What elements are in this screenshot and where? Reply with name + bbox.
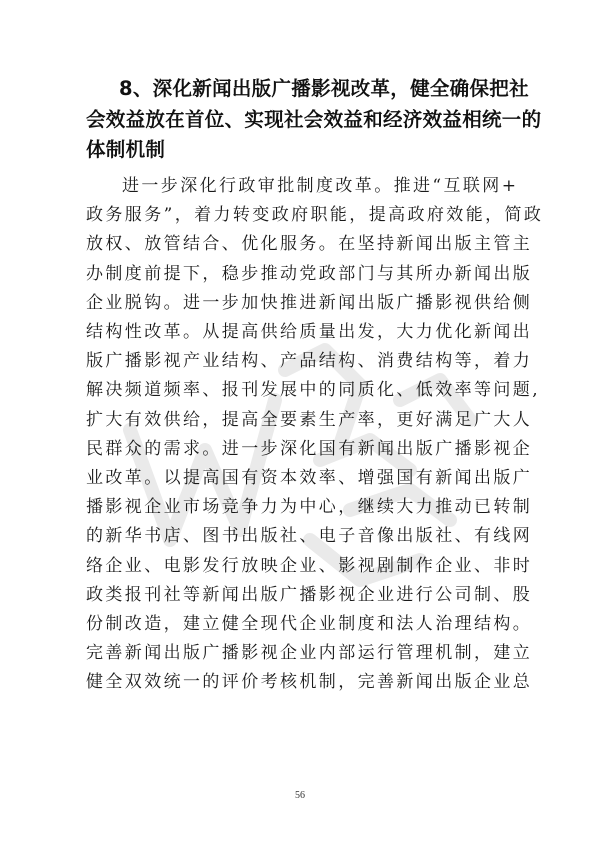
body-line: 民群众的需求。进一步深化国有新闻出版广播影视企 <box>86 438 533 459</box>
body-line: 完善新闻出版广播影视企业内部运行管理机制，建立 <box>86 643 533 664</box>
heading-line: 体制机制 <box>86 138 166 161</box>
body-line: 企业脱钩。进一步加快推进新闻出版广播影视供给侧 <box>86 292 533 313</box>
body-line: 业改革。以提高国有资本效率、增强国有新闻出版广 <box>86 468 533 489</box>
body-line: 络企业、电影发行放映企业、影视剧制作企业、非时 <box>86 555 533 576</box>
section-heading <box>86 74 542 166</box>
body-paragraph <box>86 172 544 698</box>
heading-line: 8、深化新闻出版广播影视改革，健全确保把社 <box>119 77 529 100</box>
body-line: 的新华书店、图书出版社、电子音像出版社、有线网 <box>86 526 533 547</box>
body-line: 放权、放管结合、优化服务。在坚持新闻出版主管主 <box>86 234 533 255</box>
body-line: 结构性改革。从提高供给质量出发，大力优化新闻出 <box>86 322 533 343</box>
body-line: 办制度前提下，稳步推动党政部门与其所办新闻出版 <box>86 263 533 284</box>
body-line: 播影视企业市场竞争力为中心，继续大力推动已转制 <box>86 497 533 518</box>
body-line: 进一步深化行政审批制度改革。推进“互联网+ <box>122 176 519 196</box>
body-line: 扩大有效供给，提高全要素生产率，更好满足广大人 <box>86 409 533 430</box>
body-line: 健全双效统一的评价考核机制，完善新闻出版企业总 <box>86 672 533 693</box>
body-line: 版广播影视产业结构、产品结构、消费结构等，着力 <box>86 351 533 372</box>
body-line: 解决频道频率、报刊发展中的同质化、低效率等问题, <box>86 380 541 401</box>
body-line: 政务服务”，着力转变政府职能，提高政府效能，简政 <box>86 205 544 226</box>
body-line: 政类报刊社等新闻出版广播影视企业进行公司制、股 <box>86 584 533 605</box>
page-number: 56 <box>295 790 305 801</box>
body-line: 份制改造，建立健全现代企业制度和法人治理结构。 <box>86 614 533 635</box>
heading-line: 会效益放在首位、实现社会效益和经济效益相统一的 <box>86 107 542 131</box>
